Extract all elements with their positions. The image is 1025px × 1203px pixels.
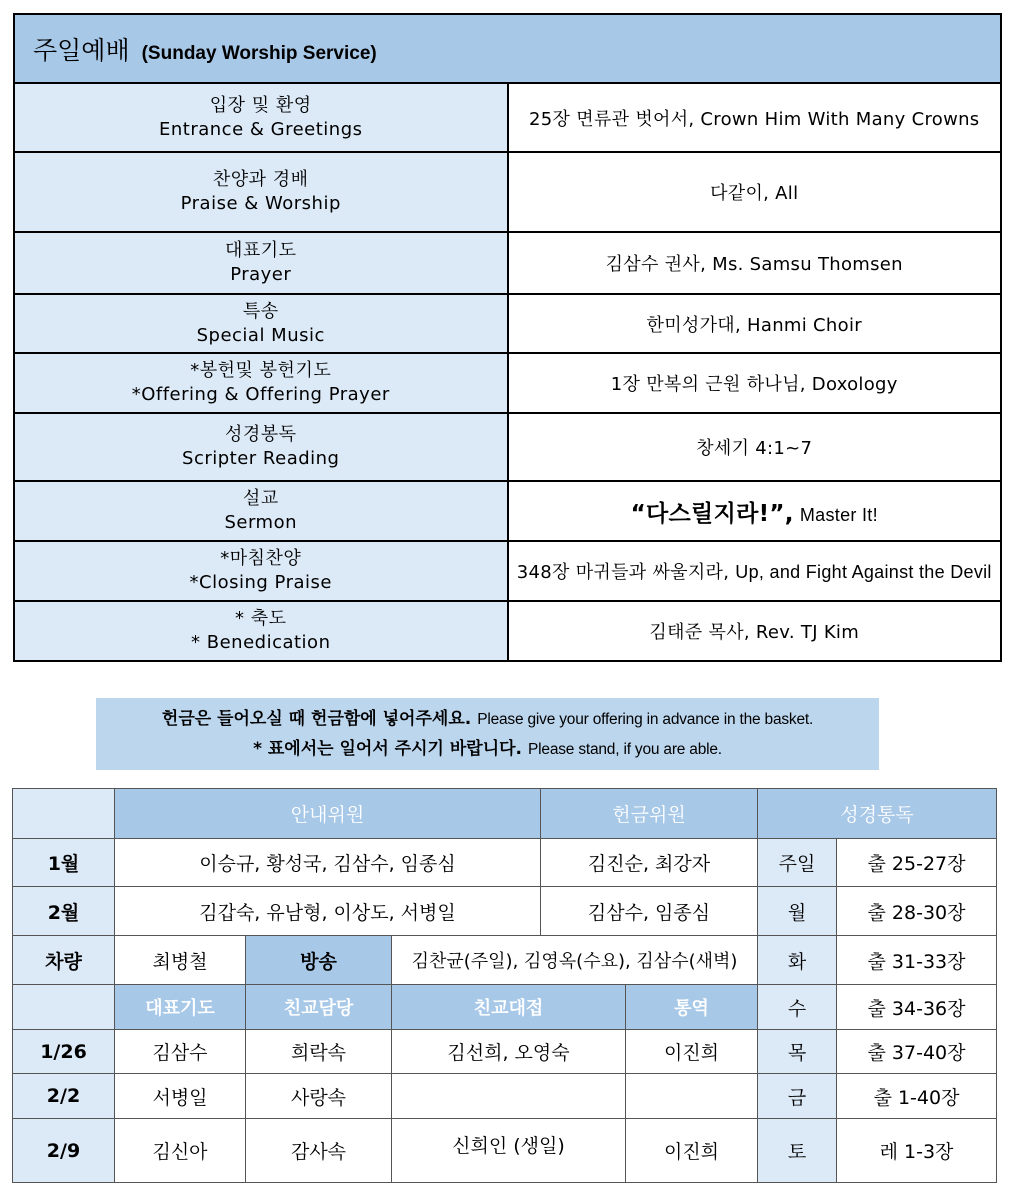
header-offering: 헌금위원 (540, 788, 758, 839)
worship-order-table (13, 13, 1002, 662)
header-hosting: 친교대접 (391, 984, 626, 1030)
order-label: 대표기도 Prayer (14, 232, 508, 294)
worship-title-en: (Sunday Worship Service) (141, 42, 377, 64)
reading-day: 주일 (757, 838, 837, 887)
order-label: *마침찬양 *Closing Praise (14, 541, 508, 601)
order-value: 348장 마귀들과 싸울지라, Up, and Fight Against the Devil (508, 541, 1002, 601)
order-row-closing (14, 541, 1001, 601)
header-fellowship: 친교담당 (245, 984, 392, 1030)
order-row-entrance (14, 83, 1001, 152)
order-label: 성경봉독 Scripter Reading (14, 413, 508, 481)
sermon-title-ko: “다스릴지라!”, (630, 500, 794, 527)
duty-prayer: 김신아 (114, 1118, 246, 1183)
duty-fellowship: 사랑속 (245, 1073, 392, 1119)
reading-day: 토 (757, 1118, 837, 1183)
broadcast-names: 김찬균(주일), 김영옥(수요), 김삼수(새벽) (391, 935, 758, 985)
order-row-sermon (14, 481, 1001, 541)
notice-line-offering: 헌금은 들어오실 때 헌금함에 넣어주세요. Please give your offering in advance in the basket. (161, 709, 814, 729)
order-row-prayer (14, 232, 1001, 294)
duty-fellowship: 희락속 (245, 1029, 392, 1074)
reading-passage: 출 37-40장 (836, 1029, 997, 1074)
order-label: 특송 Special Music (14, 294, 508, 353)
month-label: 1월 (12, 838, 115, 887)
order-label: *봉헌및 봉헌기도 *Offering & Offering Prayer (14, 353, 508, 413)
order-row-scripture (14, 413, 1001, 481)
duty-hosting: 김선희, 오영숙 (391, 1029, 626, 1074)
duty-date: 2/2 (12, 1073, 115, 1119)
volunteer-schedule (12, 788, 997, 1183)
vehicle-label: 차량 (12, 935, 115, 985)
offering-names: 김삼수, 임종심 (540, 886, 758, 936)
reading-day: 목 (757, 1029, 837, 1074)
duty-interpret (625, 1073, 758, 1119)
reading-day: 금 (757, 1073, 837, 1119)
order-row-special-music (14, 294, 1001, 353)
order-row-praise (14, 152, 1001, 232)
sermon-title (508, 481, 1002, 541)
duty-interpret: 이진희 (625, 1118, 758, 1183)
duty-prayer: 김삼수 (114, 1029, 246, 1074)
order-value: 김태준 목사, Rev. TJ Kim (508, 601, 1002, 661)
order-label: 찬양과 경배 Praise & Worship (14, 152, 508, 232)
reading-passage: 출 25-27장 (836, 838, 997, 887)
order-row-offering (14, 353, 1001, 413)
month-label: 2월 (12, 886, 115, 936)
worship-title (14, 14, 1001, 83)
order-value: 다같이, All (508, 152, 1002, 232)
reading-passage: 출 31-33장 (836, 935, 997, 985)
duty-interpret: 이진희 (625, 1029, 758, 1074)
reading-passage: 출 28-30장 (836, 886, 997, 936)
ushers-names: 이승규, 황성국, 김삼수, 임종심 (114, 838, 541, 887)
reading-passage: 레 1-3장 (836, 1118, 997, 1183)
header-interpret: 통역 (625, 984, 758, 1030)
order-label: 설교 Sermon (14, 481, 508, 541)
order-value: 1장 만복의 근원 하나님, Doxology (508, 353, 1002, 413)
duty-corner-cell (12, 984, 115, 1030)
ushers-names: 김갑숙, 유남형, 이상도, 서병일 (114, 886, 541, 936)
duty-fellowship: 감사속 (245, 1118, 392, 1183)
corner-cell (12, 788, 115, 839)
reading-day: 월 (757, 886, 837, 936)
worship-title-ko: 주일예배 (33, 35, 130, 65)
duty-date: 1/26 (12, 1029, 115, 1074)
duty-date: 2/9 (12, 1118, 115, 1183)
broadcast-label: 방송 (245, 935, 392, 985)
notice-line-stand: * 표에서는 일어서 주시기 바랍니다. Please stand, if you are able. (253, 739, 722, 759)
order-value: 창세기 4:1~7 (508, 413, 1002, 481)
order-value: 한미성가대, Hanmi Choir (508, 294, 1002, 353)
header-bible-reading: 성경통독 (757, 788, 997, 839)
header-ushers: 안내위원 (114, 788, 541, 839)
sermon-title-en: Master It! (799, 504, 878, 525)
order-label: 입장 및 환영 Entrance & Greetings (14, 83, 508, 152)
vehicle-name: 최병철 (114, 935, 246, 985)
order-value: 25장 면류관 벗어서, Crown Him With Many Crowns (508, 83, 1002, 152)
reading-day: 수 (757, 984, 837, 1030)
reading-passage: 출 1-40장 (836, 1073, 997, 1119)
reading-day: 화 (757, 935, 837, 985)
duty-hosting: 신희인 (생일) (391, 1118, 626, 1183)
duty-prayer: 서병일 (114, 1073, 246, 1119)
reading-passage: 출 34-36장 (836, 984, 997, 1030)
header-prayer: 대표기도 (114, 984, 246, 1030)
order-row-benediction (14, 601, 1001, 661)
offering-notice (96, 698, 879, 770)
duty-hosting (391, 1073, 626, 1119)
order-value: 김삼수 권사, Ms. Samsu Thomsen (508, 232, 1002, 294)
order-label: * 축도 * Benedication (14, 601, 508, 661)
offering-names: 김진순, 최강자 (540, 838, 758, 887)
